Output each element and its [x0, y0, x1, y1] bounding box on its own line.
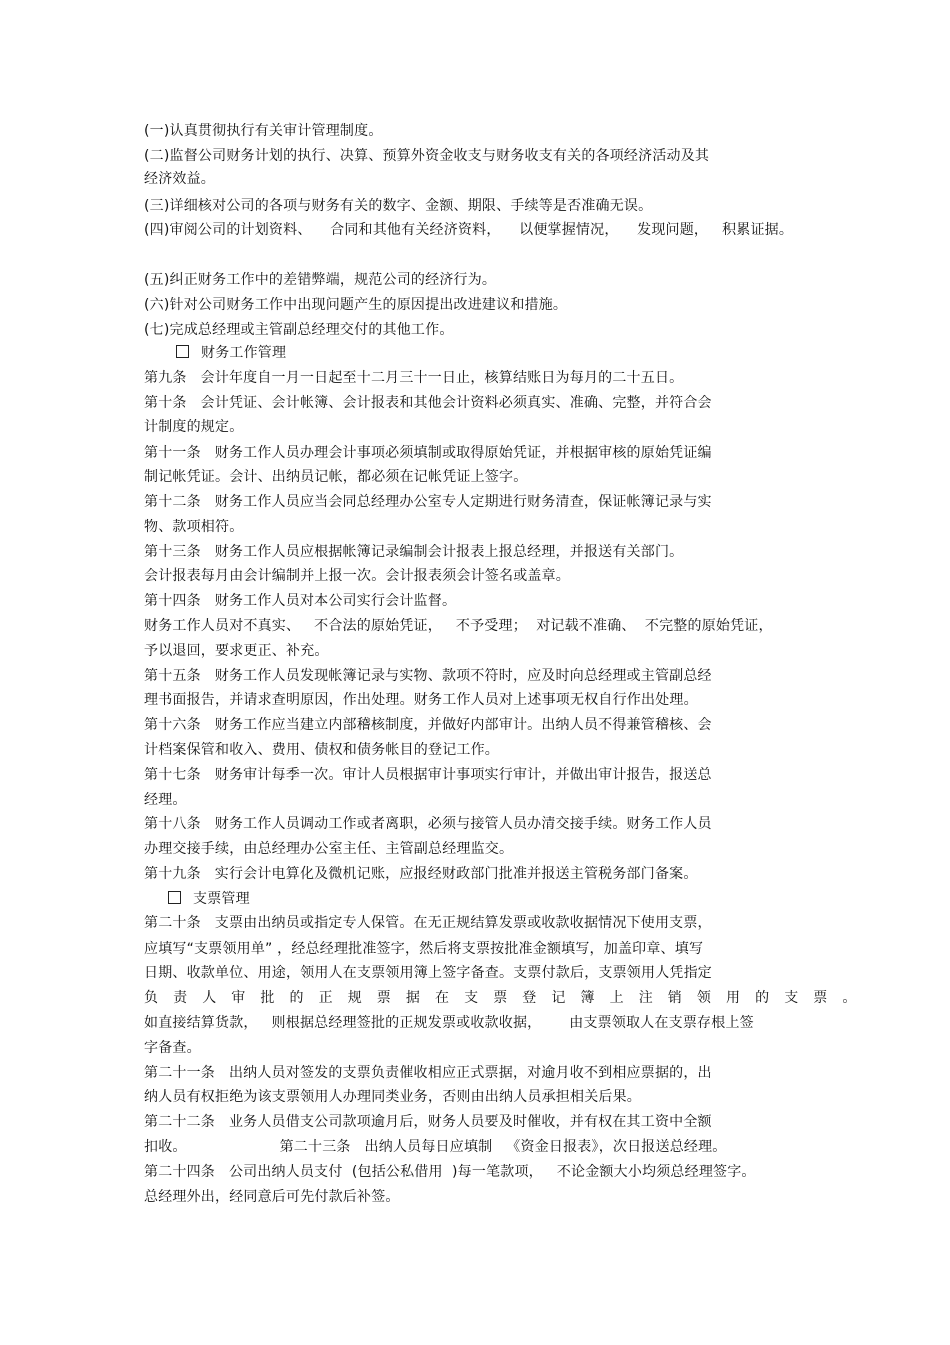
text-line: 制记帐凭证。会计、出纳员记帐，都必须在记帐凭证上签字。	[144, 469, 528, 485]
text-line: 纳人员有权拒绝为该支票领用人办理同类业务，否则由出纳人员承担相关后果。	[144, 1089, 641, 1105]
text-line: 计制度的规定。	[144, 419, 244, 435]
text-line: 第十七条 财务审计每季一次。审计人员根据审计事项实行审计，并做出审计报告，报送总	[144, 767, 712, 783]
text-line: 如直接结算货款， 则根据总经理签批的正规发票或收款收据， 由支票领取人在支票存根上签	[144, 1015, 754, 1031]
text-line: 第二十一条 出纳人员对签发的支票负责催收相应正式票据，对逾月收不到相应票据的，出	[144, 1065, 712, 1081]
text-line: 第十一条 财务工作人员办理会计事项必须填制或取得原始凭证，并根据审核的原始凭证编	[144, 445, 712, 461]
text-line: 予以退回，要求更正、补充。	[144, 643, 329, 659]
section-heading	[168, 890, 250, 908]
text-line: 第十八条 财务工作人员调动工作或者离职，必须与接管人员办清交接手续。财务工作人员	[144, 816, 712, 832]
text-line: 扣收。 第二十三条 出纳人员每日应填制 《资金日报表》，次日报送总经理。	[144, 1139, 727, 1155]
text-line: 第二十条 支票由出纳员或指定专人保管。在无正规结算发票或收款收据情况下使用支票，	[144, 915, 712, 931]
text-line: 应填写“支票领用单” ，经总经理批准签字，然后将支票按批准金额填写，加盖印章、填写	[144, 941, 704, 957]
text-line: 财务工作人员对不真实、 不合法的原始凭证， 不予受理； 对记载不准确、 不完整的原始凭证，	[144, 618, 773, 634]
text-line: 第二十四条 公司出纳人员支付 (包括公私借用 )每一笔款项， 不论金额大小均须总经理签字。	[144, 1164, 756, 1180]
section-heading	[176, 344, 286, 362]
text-line: (六)针对公司财务工作中出现问题产生的原因提出改进建议和措施。	[144, 297, 568, 313]
text-line: 会计报表每月由会计编制并上报一次。会计报表须会计签名或盖章。	[144, 568, 570, 584]
text-line: 第十四条 财务工作人员对本公司实行会计监督。	[144, 593, 457, 609]
text-line: 第二十二条 业务人员借支公司款项逾月后，财务人员要及时催收，并有权在其工资中全额	[144, 1114, 712, 1130]
section-heading-label: 支票管理	[193, 891, 250, 907]
text-line: 字备查。	[144, 1040, 201, 1056]
text-line: 物、款项相符。	[144, 519, 244, 535]
text-line: (三)详细核对公司的各项与财务有关的数字、金额、期限、手续等是否准确无误。	[144, 198, 653, 214]
text-line: (四)审阅公司的计划资料、 合同和其他有关经济资料， 以便掌握情况， 发现问题， 积累证据。	[144, 222, 794, 238]
checkbox-icon	[176, 345, 189, 358]
checkbox-icon	[168, 891, 181, 904]
text-line: 经济效益。	[144, 171, 215, 187]
section-heading-label: 财务工作管理	[201, 345, 287, 361]
text-line: 负责人审批的正规票据在支票登记簿上注销领用的支票。	[144, 990, 872, 1006]
text-line: 第十三条 财务工作人员应根据帐簿记录编制会计报表上报总经理，并报送有关部门。	[144, 544, 684, 560]
text-line: (五)纠正财务工作中的差错弊端，规范公司的经济行为。	[144, 272, 497, 288]
text-line: 理书面报告，并请求查明原因，作出处理。财务工作人员对上述事项无权自行作出处理。	[144, 692, 698, 708]
text-line: 第十五条 财务工作人员发现帐簿记录与实物、款项不符时，应及时向总经理或主管副总经	[144, 668, 712, 684]
text-line: (一)认真贯彻执行有关审计管理制度。	[144, 123, 383, 139]
text-line: 第十九条 实行会计电算化及微机记账，应报经财政部门批准并报送主管税务部门备案。	[144, 866, 698, 882]
text-line: 经理。	[144, 792, 187, 808]
text-line: 第十六条 财务工作应当建立内部稽核制度，并做好内部审计。出纳人员不得兼管稽核、会	[144, 717, 712, 733]
text-line: 第九条 会计年度自一月一日起至十二月三十一日止，核算结账日为每月的二十五日。	[144, 370, 684, 386]
text-line: 办理交接手续，由总经理办公室主任、主管副总经理监交。	[144, 841, 514, 857]
text-line: 第十条 会计凭证、会计帐簿、会计报表和其他会计资料必须真实、准确、完整，并符合会	[144, 395, 712, 411]
text-line: (二)监督公司财务计划的执行、决算、预算外资金收支与财务收支有关的各项经济活动及其	[144, 148, 710, 164]
text-line: 总经理外出，经同意后可先付款后补签。	[144, 1189, 400, 1205]
text-line: 计档案保管和收入、费用、债权和债务帐目的登记工作。	[144, 742, 499, 758]
text-line: 日期、收款单位、用途，领用人在支票领用簿上签字备查。支票付款后，支票领用人凭指定	[144, 965, 712, 981]
text-line: (七)完成总经理或主管副总经理交付的其他工作。	[144, 322, 454, 338]
text-line: 第十二条 财务工作人员应当会同总经理办公室专人定期进行财务清查，保证帐簿记录与实	[144, 494, 712, 510]
